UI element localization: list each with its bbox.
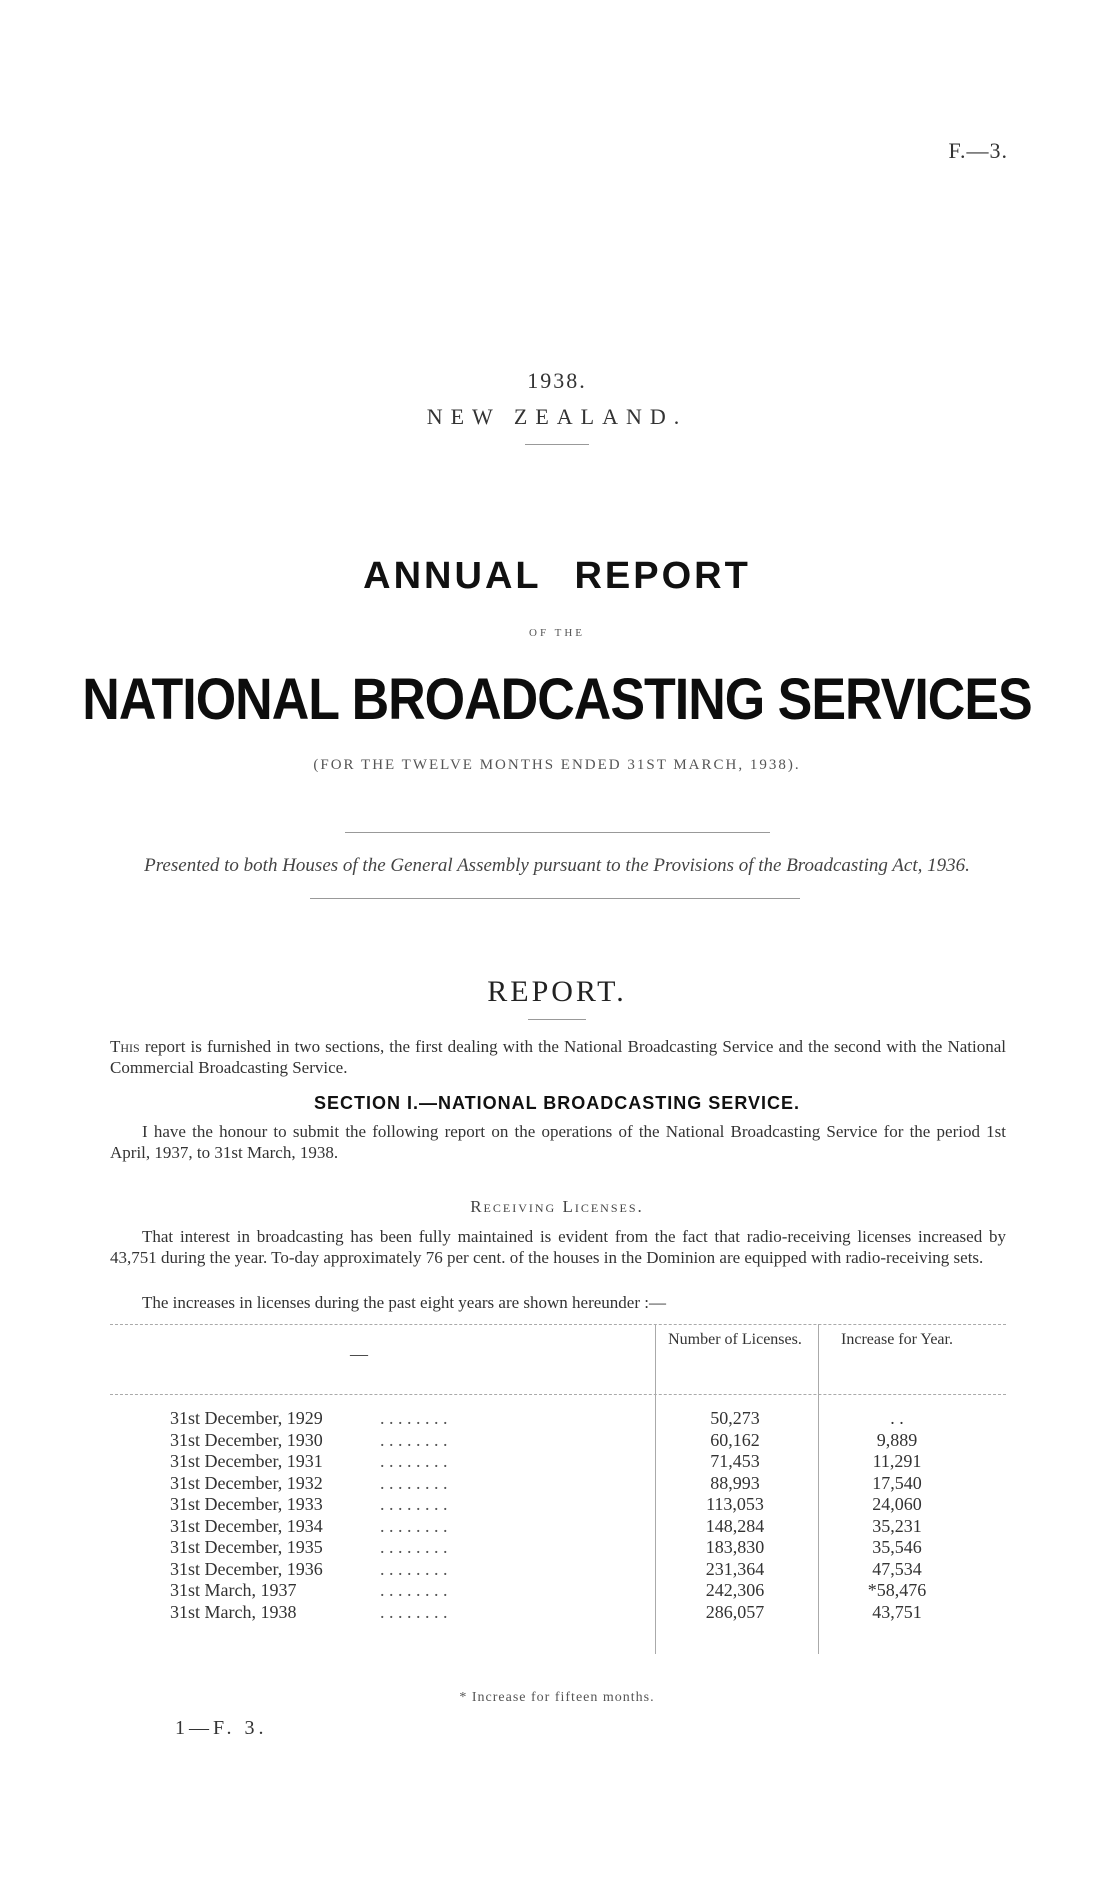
row-increase: *58,476 [867,1580,927,1600]
row-increase: 35,546 [872,1537,922,1557]
section-paragraph: I have the honour to submit the following report on the operations of the National Broadcasting Service for the period 1st April, 1937, to 31st March, 1938. [110,1122,1006,1162]
row-date: 31st December, 1932 [170,1472,323,1493]
table-row [110,1516,1006,1538]
row-number-of-licenses: 60,162 [710,1429,760,1450]
row-date: 31st December, 1930 [170,1429,323,1450]
divider [525,444,589,445]
table-header-rule [110,1394,1006,1395]
page-footer: 1—F. 3. [175,1717,268,1739]
table-row [110,1559,1006,1581]
main-title: NATIONAL BROADCASTING SERVICES [82,667,1032,733]
report-heading: REPORT. [487,975,627,1008]
table-row [110,1430,1006,1452]
row-increase: 35,231 [872,1515,922,1536]
row-number-of-licenses: 50,273 [710,1408,760,1428]
row-leader-dots: . . . . . . . . [380,1451,448,1471]
divider [310,898,800,899]
row-leader-dots: . . . . . . . . [380,1537,448,1557]
table-row [110,1580,1006,1602]
of-the-label: OF THE [529,627,585,639]
row-number-of-licenses: 231,364 [705,1558,765,1579]
intro-lead: This [110,1037,140,1056]
row-leader-dots: . . . . . . . . [380,1408,448,1428]
row-leader-dots: . . . . . . . . [380,1515,448,1536]
row-date: 31st December, 1936 [170,1558,323,1579]
table-row [110,1537,1006,1559]
row-date: 31st December, 1929 [170,1408,323,1428]
divider [528,1019,586,1020]
page-reference: F.—3. [948,138,1008,163]
row-increase: 47,534 [872,1558,922,1579]
row-number-of-licenses: 242,306 [705,1580,765,1600]
report-period: (FOR THE TWELVE MONTHS ENDED 31ST MARCH, 1938). [313,757,801,773]
row-number-of-licenses: 113,053 [706,1494,764,1514]
licenses-table [110,1324,1006,1623]
licenses-paragraph: That interest in broadcasting has been fully maintained is evident from the fact that radio-receiving licenses increased by 43,751 during the year. To-day approximately 76 per cent. of the houses in the Dominion are equipped with radio-receiving sets. [110,1227,1006,1267]
annual-report-heading: ANNUAL REPORT [363,555,751,597]
row-date: 31st March, 1938 [170,1601,297,1622]
country-heading: NEW ZEALAND. [426,404,688,429]
header-increase-for-year: Increase for Year. [841,1331,953,1348]
intro-text: report is furnished in two sections, the first dealing with the National Broadcasting Service and the second with the National Commercial Broadcasting Service. [110,1037,1006,1077]
row-increase: 11,291 [872,1451,922,1471]
row-increase: 9,889 [876,1429,918,1450]
intro-paragraph [110,1036,1006,1078]
row-leader-dots: . . . . . . . . [380,1494,448,1514]
table-row [110,1408,1006,1430]
row-leader-dots: . . . . . . . . [380,1601,448,1622]
row-number-of-licenses: 183,830 [705,1537,765,1557]
row-date: 31st December, 1935 [170,1537,323,1557]
table-row [110,1451,1006,1473]
row-increase: 17,540 [872,1472,922,1493]
table-row [110,1602,1006,1624]
receiving-licenses-heading: Receiving Licenses. [470,1197,644,1216]
row-increase: 43,751 [872,1601,922,1622]
row-leader-dots: . . . . . . . . [380,1472,448,1493]
header-number-of-licenses: Number of Licenses. [668,1331,802,1348]
header-blank-cell: — [350,1344,368,1364]
table-header [110,1324,1006,1394]
report-year: 1938. [527,368,587,393]
row-date: 31st December, 1933 [170,1494,323,1514]
row-number-of-licenses: 88,993 [710,1472,760,1493]
row-increase: 24,060 [872,1494,922,1514]
row-increase: . . [890,1408,904,1428]
row-number-of-licenses: 71,453 [710,1451,760,1471]
row-leader-dots: . . . . . . . . [380,1580,448,1600]
row-leader-dots: . . . . . . . . [380,1429,448,1450]
section-heading: SECTION I.—NATIONAL BROADCASTING SERVICE. [313,1093,801,1113]
row-date: 31st December, 1934 [170,1515,323,1536]
increases-paragraph: The increases in licenses during the past eight years are shown hereunder :— [142,1293,666,1312]
table-row [110,1494,1006,1516]
row-date: 31st December, 1931 [170,1451,323,1471]
table-body [110,1408,1006,1623]
presentation-note: Presented to both Houses of the General Assembly pursuant to the Provisions of the Broadcasting Act, 1936. [144,855,970,876]
row-number-of-licenses: 286,057 [705,1601,765,1622]
row-leader-dots: . . . . . . . . [380,1558,448,1579]
table-row [110,1473,1006,1495]
row-number-of-licenses: 148,284 [705,1515,765,1536]
row-date: 31st March, 1937 [170,1580,297,1600]
table-footnote: * Increase for fifteen months. [459,1690,655,1705]
divider [345,832,770,833]
